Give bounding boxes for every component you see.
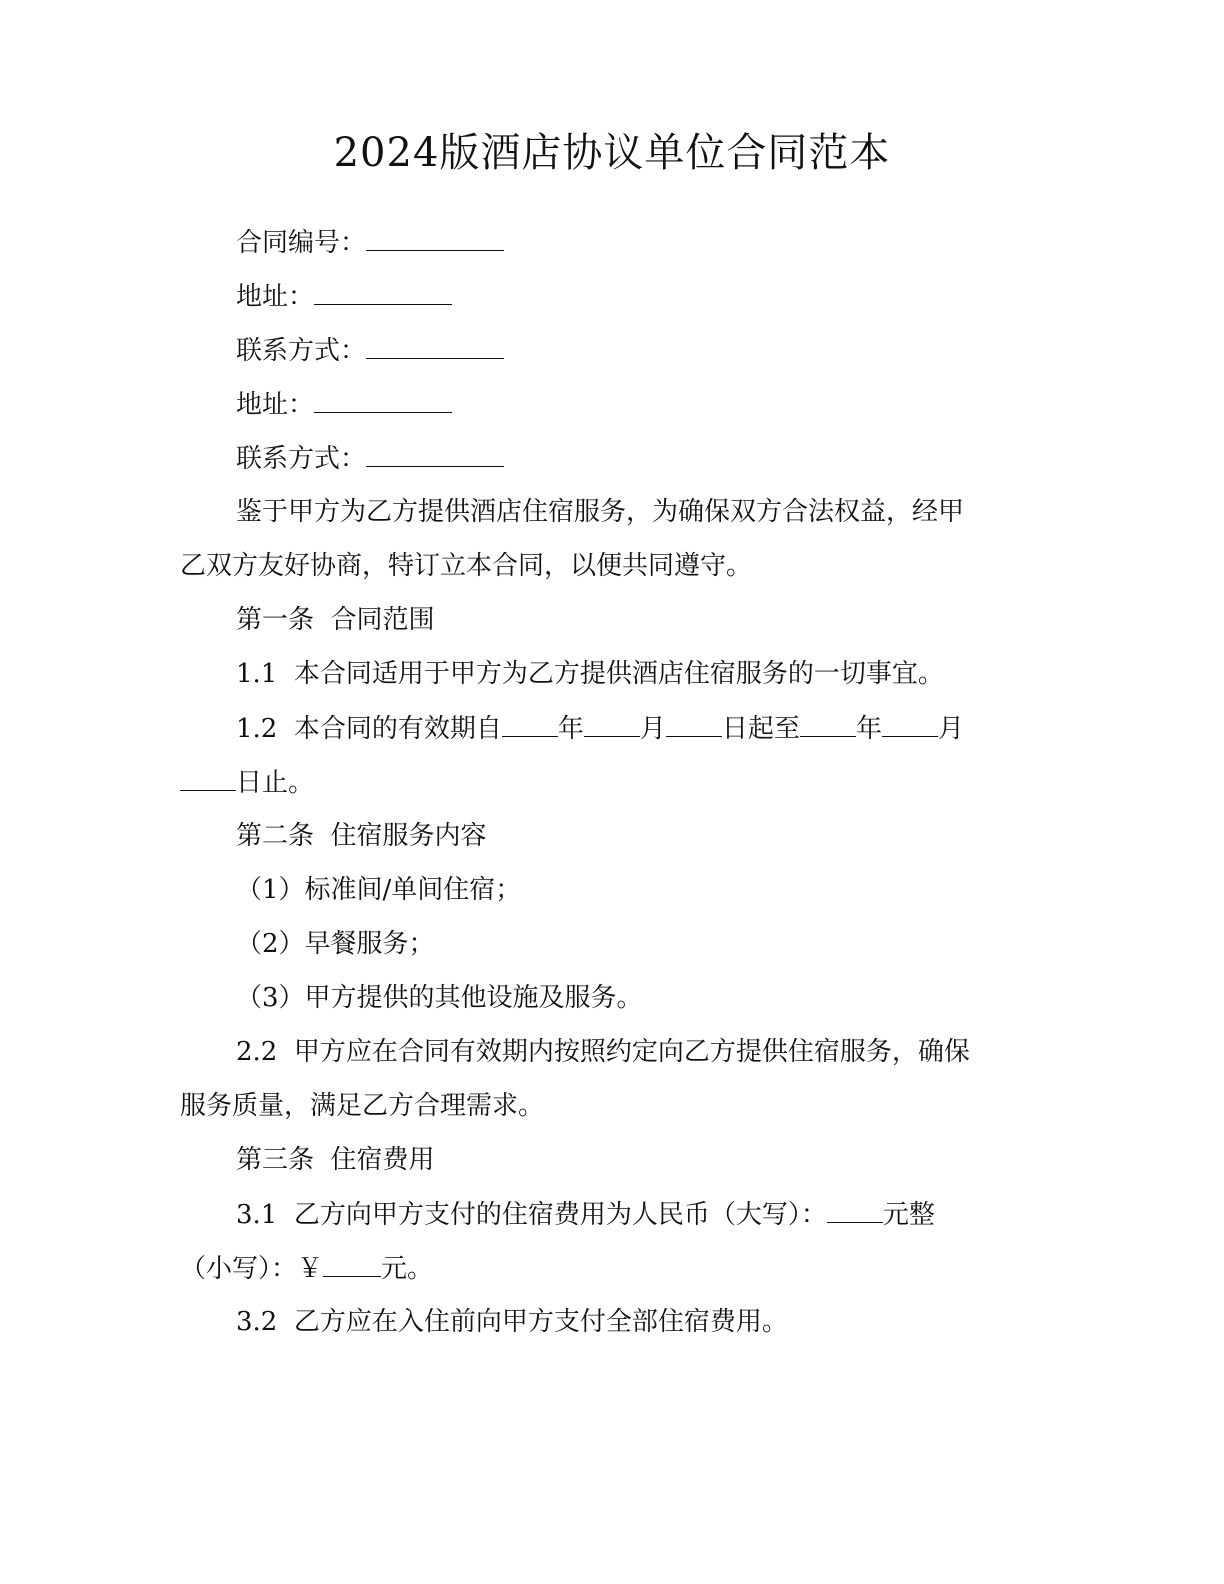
field-label: 合同编号： [236,228,367,258]
clause-3-1-cont [180,1250,433,1287]
clause-text: （小写）：￥ [180,1254,324,1284]
article-heading: 第一条 合同范围 [236,605,435,635]
article-heading: 第二条 住宿服务内容 [236,821,487,851]
blank-line [502,710,558,737]
blank-line [800,710,856,737]
clause-text: 日起至 [721,714,800,744]
preamble-line: 鉴于甲方为乙方提供酒店住宿服务，为确保双方合法权益，经甲 [236,497,965,527]
list-item: （2）早餐服务； [236,929,435,959]
clause-1-1: 1.1 本合同适用于甲方为乙方提供酒店住宿服务的一切事宜。 [236,659,944,689]
document-title: 2024版酒店协议单位合同范本 [333,130,891,176]
clause-text: 月 [937,714,964,744]
preamble-line: 乙双方友好协商，特订立本合同，以便共同遵守。 [180,551,753,581]
field-label: 地址： [236,390,315,420]
blank-line [323,1250,381,1277]
field-contact [236,332,504,369]
article-heading: 第三条 住宿费用 [236,1145,435,1175]
clause-text: 元。 [381,1254,434,1284]
clause-text: 月 [639,714,666,744]
clause-text: 元整 [882,1200,935,1230]
blank-line [666,710,722,737]
field-label: 联系方式： [236,336,367,366]
field-label: 联系方式： [236,444,367,474]
field-address [236,386,452,423]
field-address [236,278,452,315]
field-label: 地址： [236,282,315,312]
clause-2-2-cont: 服务质量，满足乙方合理需求。 [180,1091,545,1121]
blank-line [882,710,938,737]
clause-3-1 [236,1196,935,1233]
blank-line [366,224,504,251]
clause-text: 3.1 乙方向甲方支付的住宿费用为人民币（大写）： [236,1200,827,1230]
list-item: （3）甲方提供的其他设施及服务。 [236,983,643,1013]
list-item: （1）标准间/单间住宿； [236,875,522,905]
clause-1-2 [236,710,964,747]
blank-line [180,764,236,791]
field-contact [236,440,504,477]
blank-line [366,440,504,467]
blank-line [314,278,452,305]
field-contract-number [236,224,504,261]
clause-text: 1.2 本合同的有效期自 [236,714,502,744]
blank-line [584,710,640,737]
blank-line [366,332,504,359]
clause-text: 日止。 [236,768,315,798]
blank-line [314,386,452,413]
clause-3-2: 3.2 乙方应在入住前向甲方支付全部住宿费用。 [236,1307,788,1337]
blank-line [827,1196,883,1223]
clause-1-2-cont [180,764,314,801]
clause-2-2: 2.2 甲方应在合同有效期内按照约定向乙方提供住宿服务，确保 [236,1037,970,1067]
clause-text: 年 [855,714,882,744]
clause-text: 年 [557,714,584,744]
